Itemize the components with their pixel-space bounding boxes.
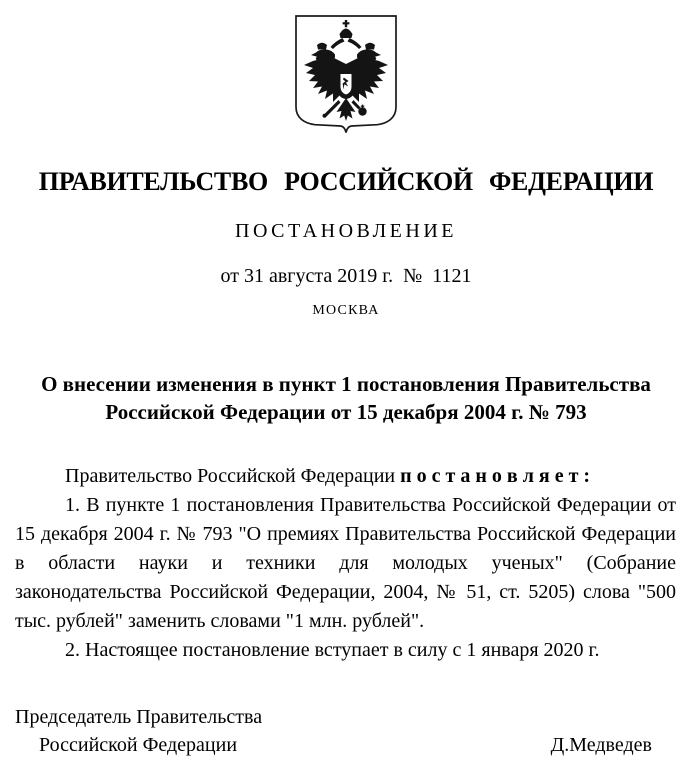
document-title xyxy=(0,370,692,426)
document-type-label: ПОСТАНОВЛЕНИЕ xyxy=(235,220,457,242)
paragraph-intro-resolves-word: п о с т а н о в л я е т : xyxy=(400,465,591,487)
signer-position-line2: Российской Федерации xyxy=(39,734,238,756)
issuer-title: ПРАВИТЕЛЬСТВО РОССИЙСКОЙ ФЕДЕРАЦИИ xyxy=(38,167,654,196)
paragraph-item-2: 2. Настоящее постановление вступает в силу с 1 января 2020 г. xyxy=(65,639,600,661)
document-title-line1: О внесении изменения в пункт 1 постановления Правительства xyxy=(41,372,651,396)
date-number-line: от 31 августа 2019 г. № 1121 xyxy=(220,265,472,287)
paragraph-intro-text: Правительство Российской Федерации xyxy=(65,465,401,487)
paragraph-item-1: 1. В пункте 1 постановления Правительства Российской Федерации от 15 декабря 2004 г. № 793 "О премиях Правительства Российской Федерации в области науки и техники для молодых ученых" (Собрание законодательства Российской Федерации, 2004, № 51, ст. 5205) слова "500 тыс. рублей" заменить словами "1 млн. рублей". xyxy=(15,494,676,632)
signer-position xyxy=(15,703,262,759)
signer-name: Д.Медведев xyxy=(550,734,652,756)
signature-block xyxy=(15,703,652,759)
document-body xyxy=(15,462,676,665)
city-label: МОСКВА xyxy=(312,303,380,318)
document-title-line2: Российской Федерации от 15 декабря 2004 г. № 793 xyxy=(105,400,587,424)
signer-position-line1: Председатель Правительства xyxy=(15,706,263,728)
double-headed-eagle-icon xyxy=(294,14,398,140)
paragraph-intro xyxy=(15,462,676,491)
coat-of-arms-emblem xyxy=(294,14,398,140)
